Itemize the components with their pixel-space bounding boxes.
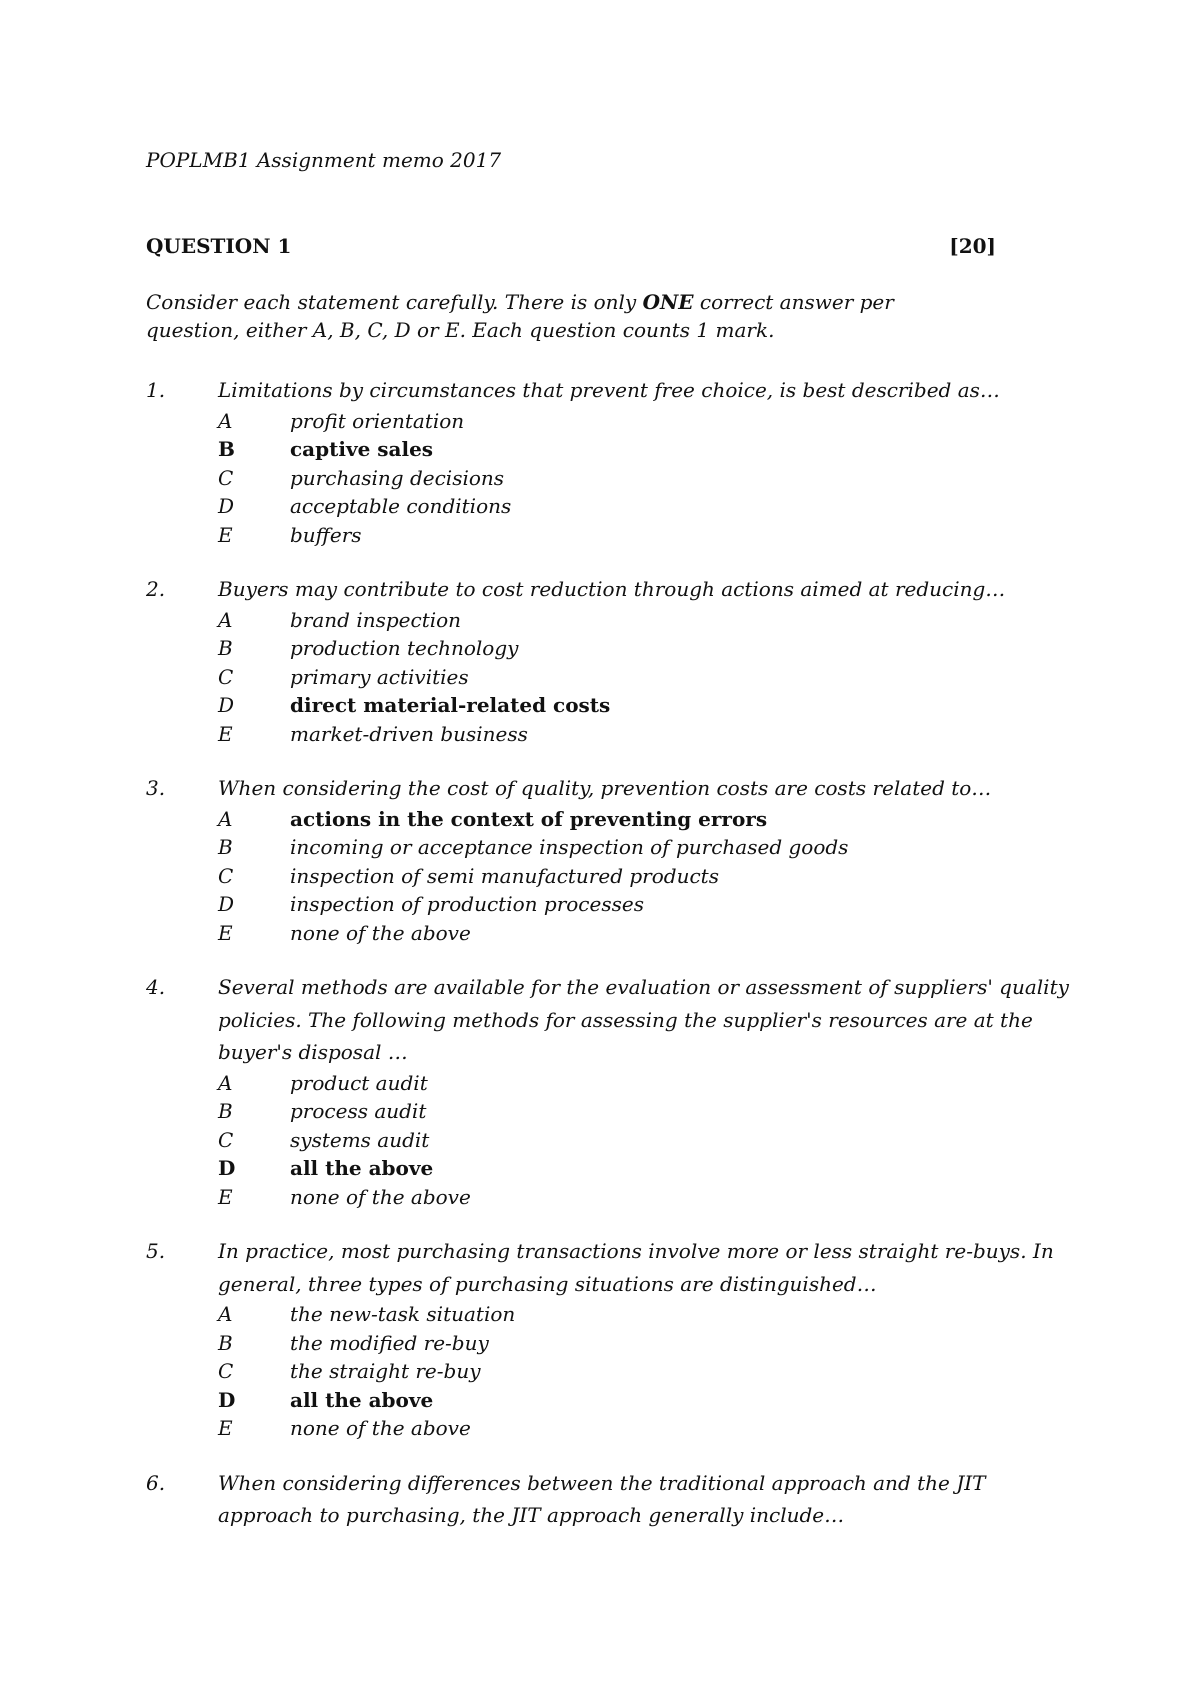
question-title: QUESTION 1: [146, 234, 292, 258]
option-letter: C: [218, 465, 234, 490]
document-header: POPLMB1 Assignment memo 2017: [146, 148, 502, 172]
option-text: incoming or acceptance inspection of purchased goods: [290, 835, 849, 859]
option-text: buffers: [290, 522, 362, 547]
instructions-part2: correct answer per question, either A, B, C, D or E. Each question counts 1 mark.: [146, 290, 894, 342]
answer-option: [218, 919, 1086, 948]
question-number: 4.: [146, 975, 166, 999]
question-text: When considering the cost of quality, prevention costs are costs related to…: [218, 776, 992, 800]
question-stem: [146, 1467, 1086, 1532]
option-letter: B: [218, 835, 233, 859]
question-marks: [20]: [949, 234, 996, 258]
answer-option: [218, 862, 1086, 891]
answer-option-correct: [218, 435, 1086, 464]
answer-option: [218, 1357, 1086, 1386]
option-letter: E: [218, 1184, 233, 1209]
question-stem: [146, 374, 1086, 407]
question-text: Limitations by circumstances that prevent free choice, is best described as…: [218, 378, 1000, 402]
option-text: the new-task situation: [290, 1302, 516, 1326]
question-stem: [146, 772, 1086, 805]
option-letter: C: [218, 1359, 234, 1383]
question-stem: [146, 1235, 1086, 1300]
answer-option: [218, 1097, 1086, 1126]
option-letter: A: [218, 1070, 233, 1095]
instructions: [146, 288, 906, 344]
option-letter: B: [218, 1330, 233, 1355]
option-text: all the above: [290, 1387, 434, 1412]
option-text: actions in the context of preventing errors: [290, 806, 768, 831]
answer-option: [218, 464, 1086, 493]
answer-option: [218, 521, 1086, 550]
answer-option-correct: [218, 1386, 1086, 1415]
answer-option: [218, 1069, 1086, 1098]
option-letter: D: [218, 494, 235, 518]
option-letter: E: [218, 721, 233, 746]
question-item: [146, 971, 1086, 1211]
option-letter: A: [218, 806, 233, 831]
option-text: the straight re-buy: [290, 1359, 481, 1383]
option-text: systems audit: [290, 1127, 430, 1152]
question-stem: [146, 573, 1086, 606]
option-text: inspection of production processes: [290, 892, 644, 916]
option-text: acceptable conditions: [290, 494, 512, 518]
option-letter: C: [218, 863, 234, 888]
option-text: brand inspection: [290, 607, 462, 632]
question-text: Several methods are available for the evaluation or assessment of suppliers' quality policies. The following methods for assessing the supplier's resources are at the buyer's disposal …: [218, 975, 1069, 1064]
option-letter: E: [218, 1416, 233, 1440]
option-text: production technology: [290, 636, 519, 660]
answer-option: [218, 1300, 1086, 1329]
answer-option: [218, 492, 1086, 521]
question-number: 3.: [146, 776, 166, 800]
question-stem: [146, 971, 1086, 1069]
option-text: all the above: [290, 1156, 434, 1180]
option-letter: B: [218, 636, 233, 660]
option-letter: D: [218, 1387, 236, 1412]
answer-option: [218, 663, 1086, 692]
option-letter: E: [218, 522, 233, 547]
answer-option: [218, 407, 1086, 436]
option-letter: B: [218, 437, 235, 461]
option-text: market-driven business: [290, 721, 528, 746]
option-letter: D: [218, 693, 235, 717]
question-item: [146, 374, 1086, 549]
option-text: primary activities: [290, 664, 469, 689]
option-letter: D: [218, 1156, 236, 1180]
question-number: 5.: [146, 1239, 166, 1263]
option-letter: A: [218, 408, 233, 433]
question-heading: [146, 234, 996, 258]
instructions-part1: Consider each statement carefully. There is only: [146, 290, 643, 314]
option-text: inspection of semi manufactured products: [290, 863, 719, 888]
answer-option: [218, 890, 1086, 919]
answer-option: [218, 1126, 1086, 1155]
option-text: none of the above: [290, 920, 471, 945]
question-text: When considering differences between the traditional approach and the JIT approach to purchasing, the JIT approach generally include…: [218, 1470, 986, 1527]
option-text: product audit: [290, 1070, 428, 1095]
question-item: [146, 1467, 1086, 1532]
answer-option: [218, 1414, 1086, 1443]
answer-option: [218, 720, 1086, 749]
option-text: the modified re-buy: [290, 1330, 489, 1355]
answer-option: [218, 833, 1086, 862]
answer-option-correct: [218, 805, 1086, 834]
question-item: [146, 772, 1086, 947]
option-text: captive sales: [290, 437, 434, 461]
question-text: In practice, most purchasing transactions involve more or less straight re-buys. In general, three types of purchasing situations are distinguished…: [218, 1239, 1054, 1296]
option-text: profit orientation: [290, 408, 465, 433]
question-text: Buyers may contribute to cost reduction through actions aimed at reducing…: [218, 577, 1006, 601]
question-number: 6.: [146, 1470, 166, 1495]
answer-option: [218, 634, 1086, 663]
question-number: 1.: [146, 378, 166, 402]
option-text: process audit: [290, 1099, 427, 1123]
option-letter: D: [218, 892, 235, 916]
option-text: direct material-related costs: [290, 693, 611, 717]
question-item: [146, 1235, 1086, 1443]
option-letter: B: [218, 1099, 233, 1123]
option-letter: A: [218, 1302, 233, 1326]
option-text: none of the above: [290, 1184, 471, 1209]
question-item: [146, 573, 1086, 748]
option-letter: C: [218, 1127, 234, 1152]
instructions-emphasis: ONE: [642, 290, 694, 314]
option-text: none of the above: [290, 1416, 471, 1440]
option-letter: E: [218, 920, 233, 945]
option-letter: C: [218, 664, 234, 689]
question-number: 2.: [146, 577, 166, 601]
answer-option: [218, 1329, 1086, 1358]
answer-option: [218, 1183, 1086, 1212]
option-text: purchasing decisions: [290, 465, 505, 490]
answer-option-correct: [218, 691, 1086, 720]
question-list: [146, 374, 1086, 1556]
answer-option: [218, 606, 1086, 635]
answer-option-correct: [218, 1154, 1086, 1183]
option-letter: A: [218, 607, 233, 632]
